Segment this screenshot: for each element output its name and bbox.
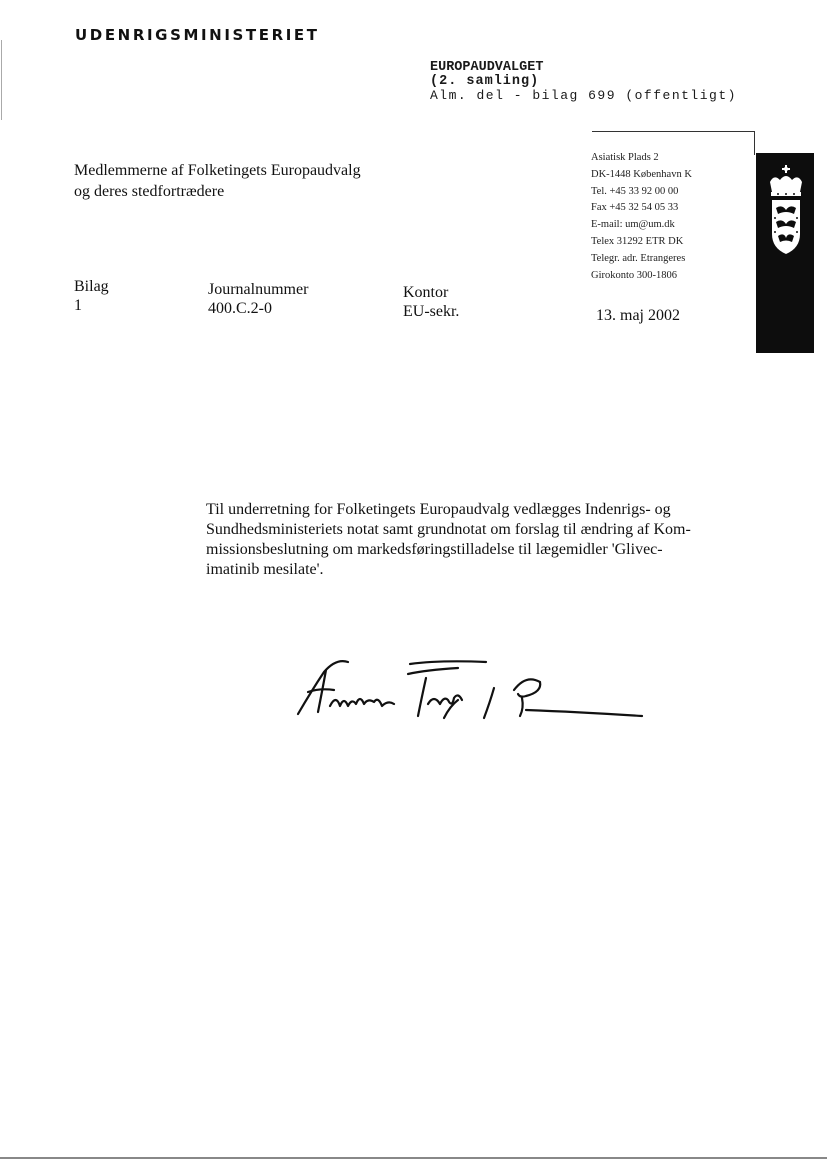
- coat-of-arms-icon: [766, 162, 806, 262]
- bilag-value: 1: [74, 297, 82, 314]
- recipient-line: og deres stedfortrædere: [74, 183, 225, 200]
- address-line: DK-1448 København K: [591, 168, 692, 180]
- body-line: imatinib mesilate'.: [206, 561, 324, 578]
- address-line: E-mail: um@um.dk: [591, 219, 675, 231]
- registration-stamp: [430, 61, 737, 103]
- kontor-label: Kontor: [403, 284, 449, 301]
- scan-edge-mark: [1, 40, 2, 120]
- body-line: Til underretning for Folketingets Europaudvalg vedlægges Indenrigs- og: [206, 501, 671, 518]
- body-line: missionsbeslutning om markedsføringstilladelse til lægemidler 'Glivec-: [206, 541, 663, 558]
- body-line: Sundhedsministeriets notat samt grundnotat om forslag til ændring af Kom-: [206, 521, 691, 538]
- bilag-label: Bilag: [74, 278, 109, 295]
- address-rule: [592, 131, 754, 132]
- journal-field: [208, 280, 308, 318]
- bilag-field: [74, 277, 109, 315]
- address-line: Girokonto 300-1806: [591, 269, 678, 281]
- stamp-reference: Alm. del - bilag 699 (offentligt): [430, 88, 737, 103]
- address-block: [591, 150, 692, 284]
- kontor-field: [403, 283, 459, 321]
- kontor-value: EU-sekr.: [403, 303, 460, 320]
- letter-body: [206, 500, 766, 580]
- address-rule-tick: [754, 131, 755, 155]
- recipient-line: Medlemmerne af Folketingets Europaudvalg: [74, 162, 361, 179]
- journal-label: Journalnummer: [208, 281, 309, 298]
- address-line: Telegr. adr. Etrangeres: [591, 252, 686, 264]
- letter-date: 13. maj 2002: [596, 307, 680, 324]
- address-line: Fax +45 32 54 05 33: [591, 202, 679, 214]
- handwritten-signature: [290, 650, 650, 730]
- address-line: Tel. +45 33 92 00 00: [591, 185, 679, 197]
- scan-bottom-edge: [0, 1157, 827, 1159]
- address-line: Asiatisk Plads 2: [591, 152, 659, 163]
- stamp-committee: EUROPAUDVALGET: [430, 60, 544, 75]
- recipient-block: [74, 160, 361, 202]
- address-line: Telex 31292 ETR DK: [591, 235, 684, 247]
- stamp-session: (2. samling): [430, 74, 540, 89]
- journal-value: 400.C.2-0: [208, 300, 272, 317]
- ministry-letterhead: UDENRIGSMINISTERIET: [75, 26, 320, 44]
